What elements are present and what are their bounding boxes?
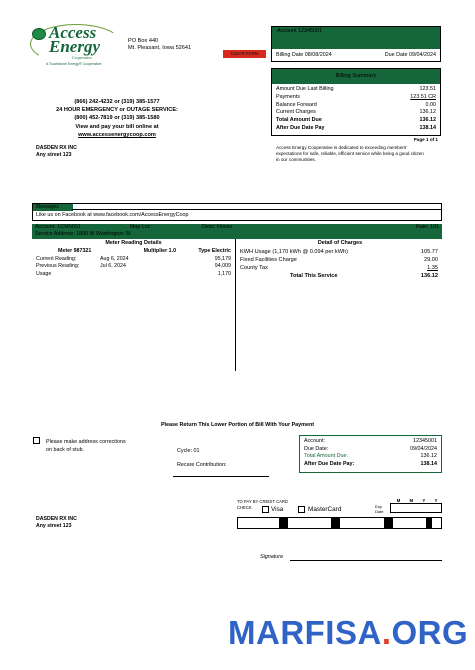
customer-name: DASDEN RX INC — [36, 145, 77, 151]
address-change-line2: on back of stub. — [46, 447, 85, 453]
exp-month2: M — [409, 498, 414, 503]
phone-emergency: (800) 452-7819 or (319) 385-1580 — [74, 115, 160, 122]
signature-line[interactable] — [290, 560, 442, 561]
meter-row-label: Previous Reading: — [36, 263, 80, 270]
service-rate: Rate: 101 — [416, 224, 439, 230]
exp-month1: M — [396, 498, 401, 503]
summary-row — [276, 109, 436, 117]
meter-header — [36, 248, 231, 255]
stub-customer-name: DASDEN RX INC — [36, 516, 77, 522]
website-link[interactable]: www.accessenergycoop.com — [78, 131, 156, 138]
contact-info — [22, 98, 212, 139]
summary-row-after-due — [276, 125, 436, 133]
meter-multiplier: Multiplier 1.0 — [143, 248, 177, 254]
pay-card-label: TO PAY BY CREDIT CARD — [237, 499, 288, 504]
page-number: Page 1 of 1 — [413, 137, 438, 142]
service-bar — [32, 224, 442, 239]
visa-label: Visa — [271, 506, 284, 513]
emergency-label: 24 HOUR EMERGENCY or OUTAGE SERVICE: — [56, 107, 178, 114]
date-label: Date — [375, 509, 384, 514]
recare-label: Recare Contribution: — [177, 462, 227, 468]
account-label: Account 12345001 — [277, 28, 322, 34]
exp-label: Exp — [375, 504, 382, 509]
billing-date: Billing Date 08/08/2024 — [276, 52, 332, 58]
meter-row-value: 94,009 — [214, 263, 231, 270]
stub-due-value: 09/04/2024 — [410, 445, 437, 452]
meter-row-value: 1,170 — [217, 270, 231, 277]
stub-account-box — [299, 435, 442, 473]
meter-number: Meter 987321 — [58, 248, 92, 254]
visa-checkbox[interactable] — [262, 506, 269, 513]
watermark-part2: ORG — [391, 614, 469, 651]
customer-address — [36, 145, 77, 158]
charge-row — [240, 248, 438, 256]
card-separator — [279, 518, 288, 528]
card-separator — [384, 518, 393, 528]
charge-label: Fixed Facilities Charge — [240, 257, 297, 263]
exp-date-label — [375, 504, 383, 514]
stub-total-label: Total Amount Due: — [304, 453, 349, 460]
mastercard-checkbox[interactable] — [298, 506, 305, 513]
account-label-bar — [272, 27, 440, 49]
meter-row-date: Jul 6, 2024 — [100, 263, 126, 270]
company-address — [128, 38, 191, 52]
charge-label: County Tax — [240, 265, 268, 271]
billing-summary — [271, 68, 441, 136]
billing-summary-title: Billing Summary — [272, 69, 440, 84]
mastercard-label: MasterCard — [308, 506, 342, 513]
charge-value: 29.00 — [424, 257, 438, 263]
service-bar-row1 — [35, 224, 439, 231]
stub-account-row — [304, 438, 437, 446]
exp-year1: Y — [422, 498, 426, 503]
service-desc: Desc: House — [202, 224, 233, 230]
meter-row-label: Current Reading: — [36, 256, 77, 262]
summary-label: Payments — [276, 93, 300, 100]
return-note: Please Return This Lower Portion of Bill With Your Payment — [160, 422, 315, 428]
logo-tagline: A Touchstone Energy® Cooperative — [46, 62, 102, 66]
summary-value: 136.12 — [419, 109, 436, 116]
summary-label: After Due Date Pay — [276, 124, 325, 131]
exp-date-boxes[interactable] — [390, 503, 442, 513]
due-date: Due Date 09/04/2024 — [384, 52, 436, 58]
stub-customer-street: Any street 123 — [36, 522, 72, 529]
messages-title-rule — [72, 203, 442, 210]
watermark-dot: . — [381, 614, 392, 651]
stub-due-label: Due Date: — [304, 445, 329, 452]
meter-row — [36, 271, 231, 278]
meter-row-value: 95,179 — [214, 256, 231, 262]
charge-total-label: Total This Service — [290, 273, 338, 279]
summary-value: 123.51 CR — [410, 93, 436, 100]
service-map-loc: Map Loc: — [130, 224, 152, 230]
summary-row — [276, 102, 436, 110]
stub-total-row — [304, 453, 437, 461]
summary-label: Current Charges — [276, 109, 316, 116]
service-address: Service Address: 1800 W Washington St — [35, 231, 131, 237]
company-logo: Access Energy — [49, 23, 100, 56]
card-separator — [426, 518, 432, 528]
logo-sub: Cooperative — [72, 55, 92, 60]
stub-after-row — [304, 461, 437, 469]
charge-row — [240, 256, 438, 264]
summary-rows — [272, 84, 440, 133]
summary-value: 138.14 — [419, 124, 436, 131]
service-account: Account: 12345001 — [35, 224, 81, 230]
charges-title: Detail of Charges — [317, 240, 363, 246]
coop-statement: Access Energy Cooperative is dedicated to exceeding members' expectations for safe, reliable, efficient service while being a good citizen in our communities. — [276, 145, 424, 162]
dates-row — [272, 49, 440, 62]
charge-total-row — [240, 272, 438, 280]
summary-value: 123.51 — [419, 86, 436, 92]
cycle: Cycle: 01 — [177, 448, 200, 454]
charge-total-value: 136.12 — [420, 273, 438, 279]
view-pay-text: View and pay your bill online at — [75, 123, 159, 130]
charge-value: 105.77 — [420, 249, 438, 255]
summary-row-total — [276, 117, 436, 125]
stub-total-value: 136.12 — [420, 453, 437, 460]
stub-due-row — [304, 446, 437, 454]
meter-row — [36, 256, 231, 263]
summary-value: 136.12 — [419, 117, 436, 124]
exp-year2: Y — [434, 498, 438, 503]
charge-row — [240, 264, 438, 272]
account-box — [271, 26, 441, 62]
meter-row-label: Usage — [36, 270, 52, 277]
address-change-text — [46, 438, 126, 454]
charge-value: 1.35 — [427, 265, 438, 271]
meter-type: Type Electric — [198, 248, 231, 254]
address-line1: PO Box 440 — [128, 38, 159, 44]
meter-rows — [36, 256, 231, 278]
check-label: CHECK — [237, 505, 252, 510]
meter-row — [36, 263, 231, 270]
detail-divider — [235, 239, 236, 371]
card-separator — [331, 518, 340, 528]
signature-label: Signature — [260, 554, 284, 560]
stub-account-value: 12345001 — [413, 438, 437, 444]
summary-label: Balance Forward — [276, 101, 317, 108]
stub-after-label: After Due Date Pay: — [304, 460, 355, 467]
logo-leaf-icon — [32, 28, 46, 40]
charges-rows — [240, 248, 438, 280]
phone-main: (866) 242-4232 or (319) 385-1577 — [74, 99, 160, 105]
summary-row — [276, 86, 436, 94]
customer-street: Any street 123 — [36, 151, 72, 158]
charge-label: KWH Usage (1,170 kWh @ 0.094 per kWh) — [240, 249, 348, 255]
clear-form-button[interactable]: CLEAR FORM — [223, 50, 266, 58]
meter-row-date: Aug 6, 2024 — [100, 256, 129, 262]
address-change-checkbox[interactable] — [33, 437, 40, 444]
watermark — [228, 612, 468, 653]
summary-label: Amount Due Last Billing — [276, 86, 334, 92]
summary-row — [276, 94, 436, 102]
watermark-part1: MARFISA — [228, 614, 382, 651]
address-change-line1: Please make address corrections — [46, 439, 126, 445]
summary-label: Total Amount Due — [276, 117, 322, 124]
summary-value: 0.00 — [425, 101, 436, 108]
address-line2: Mt. Pleasant, Iowa 52641 — [128, 44, 192, 51]
stub-after-value: 138.14 — [420, 460, 437, 467]
stub-account-label: Account: — [304, 438, 325, 444]
messages-text: Like us on Facebook at www.facebook.com/AccessEnergyCoop — [36, 212, 189, 218]
meter-row-date — [100, 271, 170, 278]
meter-title: Meter Reading Details — [105, 240, 162, 246]
stub-customer-address — [36, 516, 77, 529]
messages-title: Messages — [33, 204, 73, 211]
recare-amount-line[interactable] — [173, 476, 269, 477]
